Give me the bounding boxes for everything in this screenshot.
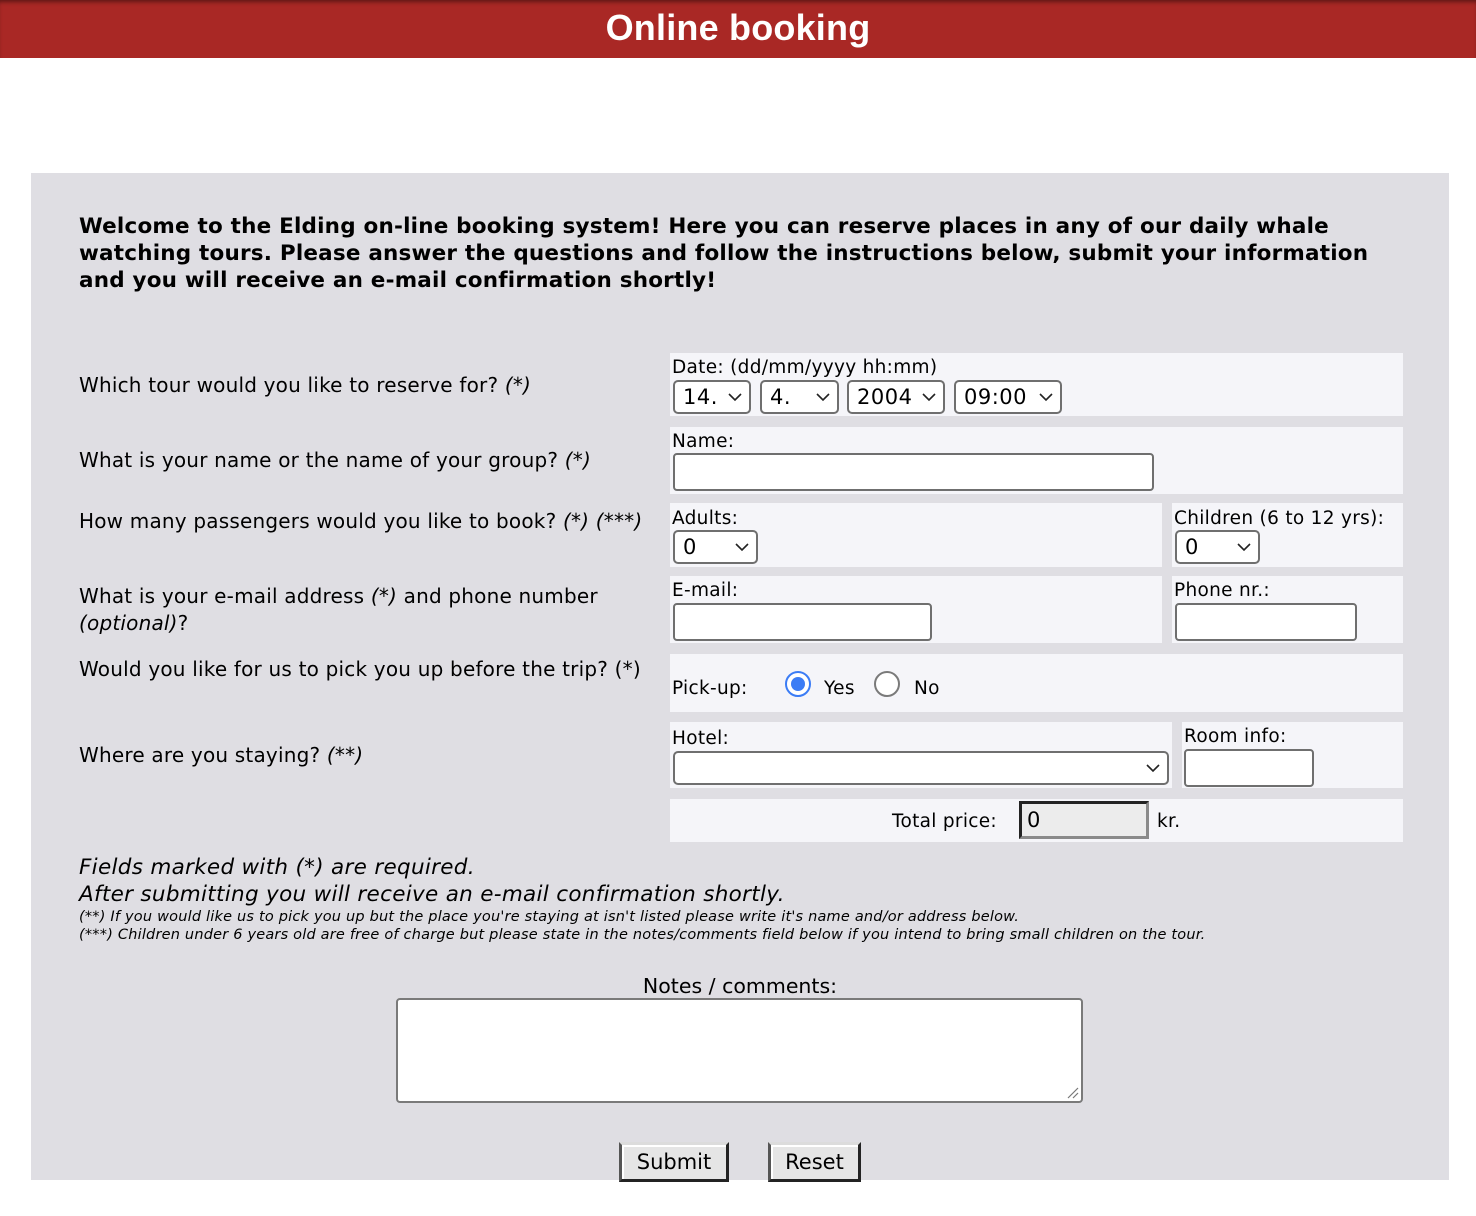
month-value: 4.	[770, 385, 792, 409]
children-label: Children (6 to 12 yrs):	[1174, 508, 1385, 529]
day-select[interactable]	[673, 380, 751, 414]
question-tail: ?	[177, 611, 189, 635]
question-name	[79, 447, 669, 474]
pickup-footnote: (**) If you would like us to pick you up but the place you're staying at isn't listed please write it's name and/or address below.	[79, 909, 1020, 925]
chevron-down-icon	[1237, 543, 1251, 552]
required-mark: (*)	[370, 584, 398, 608]
pickup-yes-radio[interactable]	[785, 671, 811, 697]
chevron-down-icon	[816, 393, 830, 402]
question-text: Where are you staying?	[79, 743, 321, 767]
chevron-down-icon	[1039, 393, 1053, 402]
required-mark: (*)	[504, 373, 532, 397]
header-bar	[0, 0, 1476, 58]
time-value: 09:00	[964, 385, 1028, 409]
total-price-box	[670, 799, 1403, 842]
children-footnote: (***) Children under 6 years old are free of charge but please state in the notes/comments field below if you intend to bring small children on the tour.	[79, 927, 1206, 943]
currency-label: kr.	[1157, 811, 1181, 832]
question-tour	[79, 372, 669, 399]
required-mark: (*)	[564, 448, 591, 472]
room-box	[1182, 722, 1403, 788]
page-title: Online booking	[605, 7, 871, 48]
pickup-no-radio[interactable]	[874, 671, 900, 697]
footnote-mark: (**)	[326, 743, 364, 767]
name-box	[670, 427, 1403, 494]
notes-label: Notes / comments:	[642, 974, 838, 998]
phone-box	[1172, 576, 1403, 643]
room-input[interactable]	[1184, 749, 1314, 787]
intro-text: Welcome to the Elding on-line booking system! Here you can reserve places in any of our daily whale watching tours. Please answer the questions and follow the instructions below, submit your information and you will receive an e-mail confirmation shortly!	[79, 214, 1369, 293]
pickup-box	[670, 654, 1403, 712]
adults-select[interactable]	[673, 530, 758, 564]
optional-mark: (optional)	[79, 611, 178, 635]
email-label: E-mail:	[672, 580, 739, 601]
question-passengers	[79, 508, 669, 535]
chevron-down-icon	[728, 393, 742, 402]
time-select[interactable]	[954, 380, 1062, 414]
year-value: 2004	[857, 385, 913, 409]
phone-input[interactable]	[1175, 603, 1357, 641]
notes-textarea[interactable]	[396, 998, 1083, 1103]
day-value: 14.	[683, 385, 718, 409]
adults-label: Adults:	[672, 508, 739, 529]
total-price-label: Total price:	[892, 811, 997, 832]
pickup-label: Pick-up:	[672, 678, 748, 699]
adults-value: 0	[683, 535, 697, 559]
chevron-down-icon	[922, 393, 936, 402]
name-input[interactable]	[673, 453, 1154, 491]
room-label: Room info:	[1184, 726, 1287, 747]
phone-label: Phone nr.:	[1174, 580, 1270, 601]
chevron-down-icon	[735, 543, 749, 552]
question-text: Would you like for us to pick you up before the trip?	[79, 657, 609, 681]
hotel-box	[670, 722, 1172, 788]
children-value: 0	[1185, 535, 1199, 559]
hotel-label: Hotel:	[672, 728, 730, 749]
date-box	[670, 353, 1403, 416]
children-box	[1172, 503, 1403, 567]
booking-form-panel	[31, 173, 1449, 1180]
total-price-field: 0	[1019, 801, 1149, 839]
question-text: Which tour would you like to reserve for?	[79, 373, 499, 397]
required-note: Fields marked with (*) are required.	[79, 855, 475, 880]
reset-button[interactable]: Reset	[768, 1142, 861, 1182]
email-box	[670, 576, 1162, 643]
pickup-yes-label[interactable]: Yes	[824, 678, 855, 699]
question-text: and phone number	[403, 584, 598, 608]
submit-button[interactable]: Submit	[619, 1142, 729, 1182]
resize-grip-icon[interactable]	[1065, 1085, 1079, 1099]
question-contact	[79, 583, 669, 637]
pickup-no-label[interactable]: No	[914, 678, 940, 699]
required-mark: (*)	[614, 657, 641, 681]
month-select[interactable]	[760, 380, 839, 414]
hotel-select[interactable]	[673, 751, 1169, 785]
footnote-mark: (***)	[595, 509, 643, 533]
question-text: What is your name or the name of your group?	[79, 448, 559, 472]
email-input[interactable]	[673, 603, 932, 641]
children-select[interactable]	[1175, 530, 1260, 564]
question-text: What is your e-mail address	[79, 584, 365, 608]
question-pickup	[79, 656, 679, 683]
question-staying	[79, 742, 669, 769]
chevron-down-icon	[1146, 764, 1160, 773]
date-label: Date: (dd/mm/yyyy hh:mm)	[672, 357, 938, 378]
confirmation-note: After submitting you will receive an e-mail confirmation shortly.	[79, 882, 785, 907]
question-text: How many passengers would you like to book?	[79, 509, 557, 533]
required-mark: (*)	[562, 509, 590, 533]
name-label: Name:	[672, 431, 735, 452]
adults-box	[670, 503, 1162, 567]
year-select[interactable]	[847, 380, 945, 414]
